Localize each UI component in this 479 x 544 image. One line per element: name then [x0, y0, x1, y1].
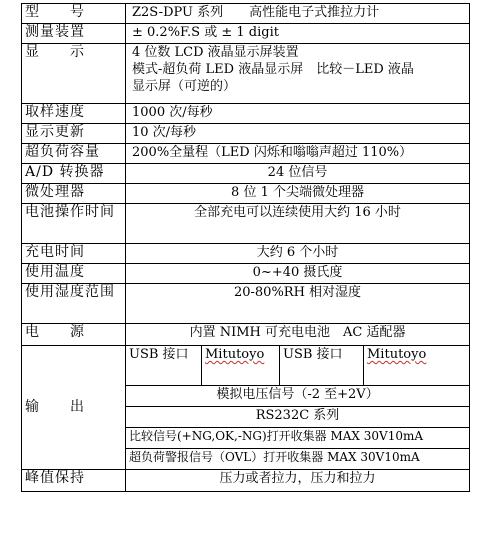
output-usb-1: USB 接口 — [126, 346, 202, 386]
output-overload-alarm: 超负荷警报信号（OVL）打开收集器 MAX 30V10mA — [126, 449, 470, 470]
value-temperature: 0~+40 摄氏度 — [126, 264, 470, 284]
value-peak: 压力或者拉力，压力和拉力 — [126, 470, 470, 492]
row-peak — [22, 470, 470, 492]
output-usb-2: USB 接口 — [280, 346, 364, 386]
row-display — [22, 44, 470, 104]
row-sampling — [22, 104, 470, 124]
value-accuracy: ± 0.2%F.S 或 ± 1 digit — [126, 24, 470, 44]
value-sampling: 1000 次/每秒 — [126, 104, 470, 124]
label-humidity: 使用湿度范围 — [22, 284, 126, 324]
row-refresh — [22, 124, 470, 144]
label-temperature: 使用温度 — [22, 264, 126, 284]
label-power: 电 源 — [22, 324, 126, 346]
row-charge — [22, 244, 470, 264]
value-power: 内置 NIMH 可充电电池 AC 适配器 — [126, 324, 470, 346]
output-mitutoyo-1: Mitutoyo — [202, 346, 280, 386]
value-battery: 全部充电可以连续使用大约 16 小时 — [126, 204, 470, 244]
label-output: 输 出 — [22, 346, 126, 470]
label-adc: A/D 转换器 — [22, 164, 126, 184]
value-adc: 24 位信号 — [126, 164, 470, 184]
value-refresh: 10 次/每秒 — [126, 124, 470, 144]
value-display — [126, 44, 470, 104]
row-accuracy — [22, 24, 470, 44]
display-line-3: 显示屏（可逆的） — [132, 79, 237, 94]
output-mitutoyo-2: Mitutoyo — [364, 346, 470, 386]
display-line-2: 模式-超负荷 LED 液晶显示屏 比较－LED 液晶 — [132, 62, 414, 77]
value-charge: 大约 6 个小时 — [126, 244, 470, 264]
row-output-usb — [22, 346, 470, 386]
label-peak: 峰值保持 — [22, 470, 126, 492]
row-adc — [22, 164, 470, 184]
label-overload: 超负荷容量 — [22, 144, 126, 164]
value-cpu: 8 位 1 个尖端微处理器 — [126, 184, 470, 204]
value-model: Z2S-DPU 系列 高性能电子式推拉力计 — [126, 4, 470, 24]
value-overload: 200%全量程（LED 闪烁和嗡嗡声超过 110%） — [126, 144, 470, 164]
row-humidity — [22, 284, 470, 324]
row-battery — [22, 204, 470, 244]
label-accuracy: 测量装置 — [22, 24, 126, 44]
spec-table — [21, 3, 470, 492]
display-line-1: 4 位数 LCD 液晶显示屏装置 — [132, 45, 299, 60]
label-charge: 充电时间 — [22, 244, 126, 264]
label-sampling: 取样速度 — [22, 104, 126, 124]
row-power — [22, 324, 470, 346]
label-refresh: 显示更新 — [22, 124, 126, 144]
label-battery: 电池操作时间 — [22, 204, 126, 244]
row-model — [22, 4, 470, 24]
output-rs232: RS232C 系列 — [126, 407, 470, 428]
label-cpu: 微处理器 — [22, 184, 126, 204]
row-overload — [22, 144, 470, 164]
label-model: 型 号 — [22, 4, 126, 24]
output-analog: 模拟电压信号（-2 至+2V） — [126, 386, 470, 407]
row-temperature — [22, 264, 470, 284]
label-display: 显 示 — [22, 44, 126, 104]
value-humidity: 20-80%RH 相对湿度 — [126, 284, 470, 324]
output-compare: 比较信号(+NG,OK,-NG)打开收集器 MAX 30V10mA — [126, 428, 470, 449]
row-cpu — [22, 184, 470, 204]
